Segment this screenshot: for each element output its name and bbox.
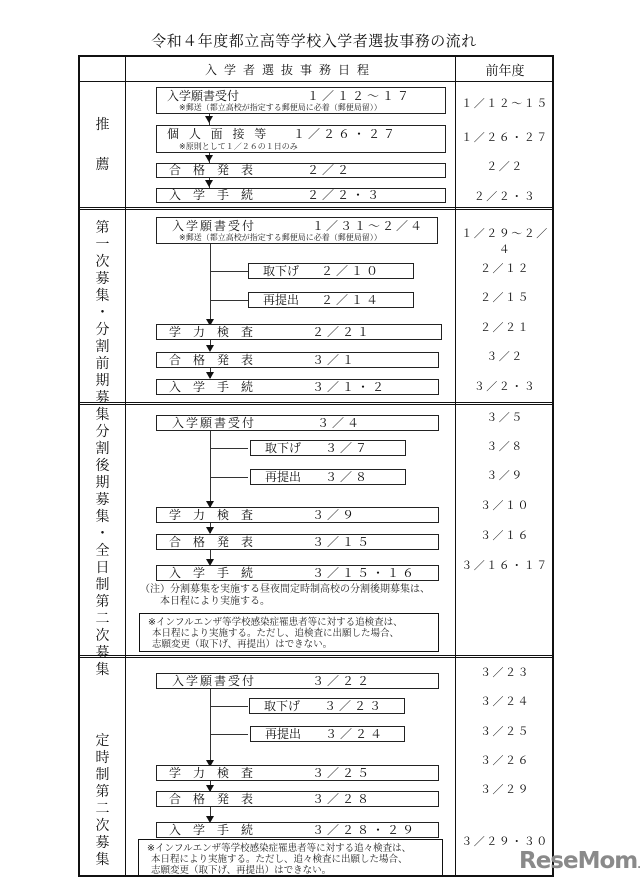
category-char: 二	[95, 611, 110, 627]
category-char: 定	[95, 733, 110, 749]
category-char: 制	[95, 577, 110, 593]
step-label: 入学願書受付	[172, 219, 257, 233]
arrow-down-icon	[205, 155, 213, 162]
category-char: 募	[95, 390, 110, 406]
arrow-down-icon	[206, 345, 214, 352]
previous-date: １／１２～１５	[461, 97, 549, 110]
category-char: 次	[95, 628, 110, 644]
step-label: 再提出	[265, 727, 302, 741]
step-date: ２／２・３	[307, 188, 383, 202]
category-char: 集	[95, 509, 110, 525]
step-label: 再提出	[263, 293, 300, 307]
step-label: 入 学 手 続	[169, 188, 254, 202]
step-date: １／２６・２７	[293, 127, 399, 141]
section-divider	[80, 655, 552, 658]
previous-date: ３／１０	[480, 499, 530, 512]
step-date: ３／１５・１６	[312, 566, 418, 580]
schedule-table	[78, 55, 554, 877]
step-date: ３／２５	[312, 766, 373, 780]
notice-line: ※インフルエンザ等学校感染症罹患者等に対する追々検査は、	[147, 843, 412, 854]
note-line: （注）分割募集を実施する昼夜間定時制高校の分割後期募集は、	[140, 584, 430, 595]
category-char: 日	[95, 560, 110, 576]
step-enrollment	[156, 188, 446, 203]
category-char: 募	[95, 645, 110, 661]
previous-date: ３／２３	[480, 666, 530, 679]
split-recruitment-note	[140, 584, 430, 608]
step-date: ３／１・２	[312, 380, 388, 394]
branch-line	[210, 448, 248, 449]
step-date: ３／７	[325, 441, 371, 455]
step-date: １／１２～１７	[307, 89, 413, 103]
step-result	[156, 352, 439, 368]
previous-date: ３／２６	[480, 754, 530, 767]
notice-line: 志願変更（取下げ、再提出）はできない。	[152, 639, 333, 650]
resemom-watermark-logo	[519, 848, 640, 874]
step-note: ※郵送（都立高校が指定する郵便局に必着（郵便局留））	[179, 103, 382, 112]
step-withdraw	[249, 698, 405, 714]
category-char: 第	[95, 220, 110, 236]
step-resubmit	[248, 292, 414, 308]
previous-date: ２／２１	[480, 321, 530, 334]
category-first-recruitment	[80, 220, 125, 424]
document-title: 令和４年度都立高等学校入学者選抜事務の流れ	[151, 32, 477, 50]
category-char: 二	[95, 801, 110, 817]
step-date: ３／９	[312, 508, 358, 522]
previous-date: ３／５	[486, 411, 524, 424]
category-char: 割	[95, 441, 110, 457]
makeup-exam-notice	[139, 613, 439, 652]
step-label: 入学願書受付	[167, 89, 240, 103]
step-date: １／３１～２／４	[312, 219, 425, 233]
step-date: ２／２１	[312, 325, 373, 339]
category-char: 集	[95, 852, 110, 868]
previous-date: ２／１２	[480, 262, 530, 275]
category-char: 制	[95, 767, 110, 783]
step-label: 合 格 発 表	[169, 163, 254, 177]
watermark-dot: .	[637, 860, 640, 871]
schedule-column-header: 入学者選抜事務日程	[204, 62, 376, 77]
step-label: 合 格 発 表	[169, 792, 254, 806]
step-label: 合 格 発 表	[169, 353, 254, 367]
branch-line	[210, 271, 248, 272]
step-label: 入 学 手 続	[169, 380, 254, 394]
section-divider	[80, 402, 552, 405]
notice-line: 本日程により実施する。ただし、追検査に出願した場合、	[152, 628, 400, 639]
step-date: ３／１	[312, 353, 358, 367]
step-label: 入 学 手 続	[169, 823, 254, 837]
category-char: 第	[95, 784, 110, 800]
step-exam	[156, 765, 439, 781]
step-label: 入学願書受付	[172, 416, 257, 430]
previous-date: １／２９～２／４	[461, 227, 549, 256]
category-char: 一	[95, 237, 110, 253]
step-date: ３／１５	[312, 535, 373, 549]
flow-line	[210, 689, 211, 767]
category-char: 分	[95, 424, 110, 440]
step-result	[156, 534, 439, 550]
step-label: 合 格 発 表	[169, 535, 254, 549]
step-date: ３／２４	[325, 727, 386, 741]
step-note: ※郵送（都立高校が指定する郵便局に必着（郵便局留））	[179, 233, 382, 242]
previous-date: ３／２５	[480, 725, 530, 738]
step-label: 取下げ	[263, 264, 300, 278]
step-enrollment	[156, 822, 439, 838]
step-application	[156, 673, 439, 689]
category-second-recruitment	[80, 424, 125, 679]
previous-date: ３／９	[486, 469, 524, 482]
step-interview	[156, 125, 446, 153]
branch-line	[210, 300, 248, 301]
step-label: 学 力 検 査	[169, 508, 254, 522]
category-char: ・	[95, 526, 110, 542]
step-date: ３／８	[325, 470, 371, 484]
step-label: 入学願書受付	[172, 674, 257, 688]
previous-date: ３／２４	[480, 695, 530, 708]
step-result	[156, 163, 446, 178]
branch-line	[210, 734, 248, 735]
category-char: 割	[95, 339, 110, 355]
previous-date: ３／２９	[480, 783, 530, 796]
previous-date: ３／２・３	[473, 380, 537, 393]
step-label: 入 学 手 続	[169, 566, 254, 580]
category-char: 推	[95, 117, 110, 133]
step-resubmit	[250, 469, 406, 485]
step-date: ３／４	[317, 416, 363, 430]
category-char: 募	[95, 835, 110, 851]
arrow-down-icon	[206, 372, 214, 379]
category-char: 後	[95, 458, 110, 474]
category-char: 次	[95, 818, 110, 834]
notice-line: ※インフルエンザ等学校感染症罹患者等に対する追検査は、	[148, 617, 403, 628]
step-label: 学 力 検 査	[169, 766, 254, 780]
notice-line: 志願変更（取下げ、再提出）はできない。	[151, 865, 332, 876]
branch-line	[210, 477, 248, 478]
category-char: 期	[95, 373, 110, 389]
category-char: 第	[95, 594, 110, 610]
flow-line	[210, 243, 211, 325]
step-result	[156, 791, 439, 807]
arrow-down-icon	[205, 116, 213, 123]
section-divider	[80, 207, 552, 210]
step-date: ２／２	[307, 163, 353, 177]
watermark-text: ReseMom	[519, 848, 638, 874]
category-char: 前	[95, 356, 110, 372]
step-date: ２／１０	[321, 264, 382, 278]
category-char: ・	[95, 305, 110, 321]
column-divider	[125, 57, 126, 875]
step-label: 取下げ	[265, 441, 302, 455]
previous-date: １／２６・２７	[461, 131, 549, 144]
category-char: 募	[95, 492, 110, 508]
category-char: 集	[95, 288, 110, 304]
step-application	[156, 217, 438, 244]
previous-date: ３／１６	[480, 529, 530, 542]
previous-date: ３／８	[486, 440, 524, 453]
second-makeup-exam-notice	[138, 839, 443, 876]
previous-date: ３／２	[486, 350, 524, 363]
flow-line	[210, 430, 211, 508]
category-char: 集	[95, 407, 110, 423]
header-divider	[80, 81, 552, 82]
previous-date: ３／１６・１７	[461, 559, 549, 572]
step-resubmit	[250, 726, 405, 742]
previous-date: ２／１５	[480, 291, 530, 304]
category-char: 期	[95, 475, 110, 491]
category-suisen	[80, 115, 125, 175]
step-date: ３／２２	[312, 674, 373, 688]
step-enrollment	[156, 379, 439, 395]
note-line: 本日程により実施する。	[140, 596, 270, 607]
step-label: 取下げ	[264, 699, 301, 713]
arrow-down-icon	[206, 527, 214, 534]
step-exam	[156, 507, 439, 523]
step-withdraw	[248, 263, 414, 279]
step-label: 学 力 検 査	[169, 325, 254, 339]
category-char: 募	[95, 271, 110, 287]
previous-date: ２／２・３	[473, 190, 537, 203]
category-part-time-second	[80, 733, 125, 869]
step-enrollment	[156, 565, 439, 581]
step-date: ２／１４	[321, 293, 382, 307]
step-withdraw	[250, 440, 406, 456]
branch-line	[210, 706, 248, 707]
step-date: ３／２８	[312, 792, 373, 806]
category-char: 次	[95, 254, 110, 270]
step-note: ※原則として１／２６の１日のみ	[179, 142, 298, 151]
step-application	[156, 415, 439, 431]
step-label: 再提出	[265, 470, 302, 484]
step-exam	[156, 324, 442, 340]
step-date: ３／２３	[324, 699, 385, 713]
previous-year-column-header: 前年度	[485, 63, 525, 79]
category-char: 時	[95, 750, 110, 766]
category-char: 全	[95, 543, 110, 559]
arrow-down-icon	[205, 180, 213, 187]
step-date: ３／２８・２９	[312, 823, 418, 837]
step-label: 個 人 面 接 等	[167, 127, 270, 141]
notice-line: 本日程により実施する。ただし、追々検査に出願した場合、	[151, 854, 408, 865]
category-char: 集	[95, 662, 110, 678]
previous-date: ２／２	[486, 160, 524, 173]
previous-date: ３／２９・３０	[461, 835, 549, 848]
category-char: 薦	[95, 157, 110, 173]
step-application	[156, 87, 446, 114]
category-char: 分	[95, 322, 110, 338]
